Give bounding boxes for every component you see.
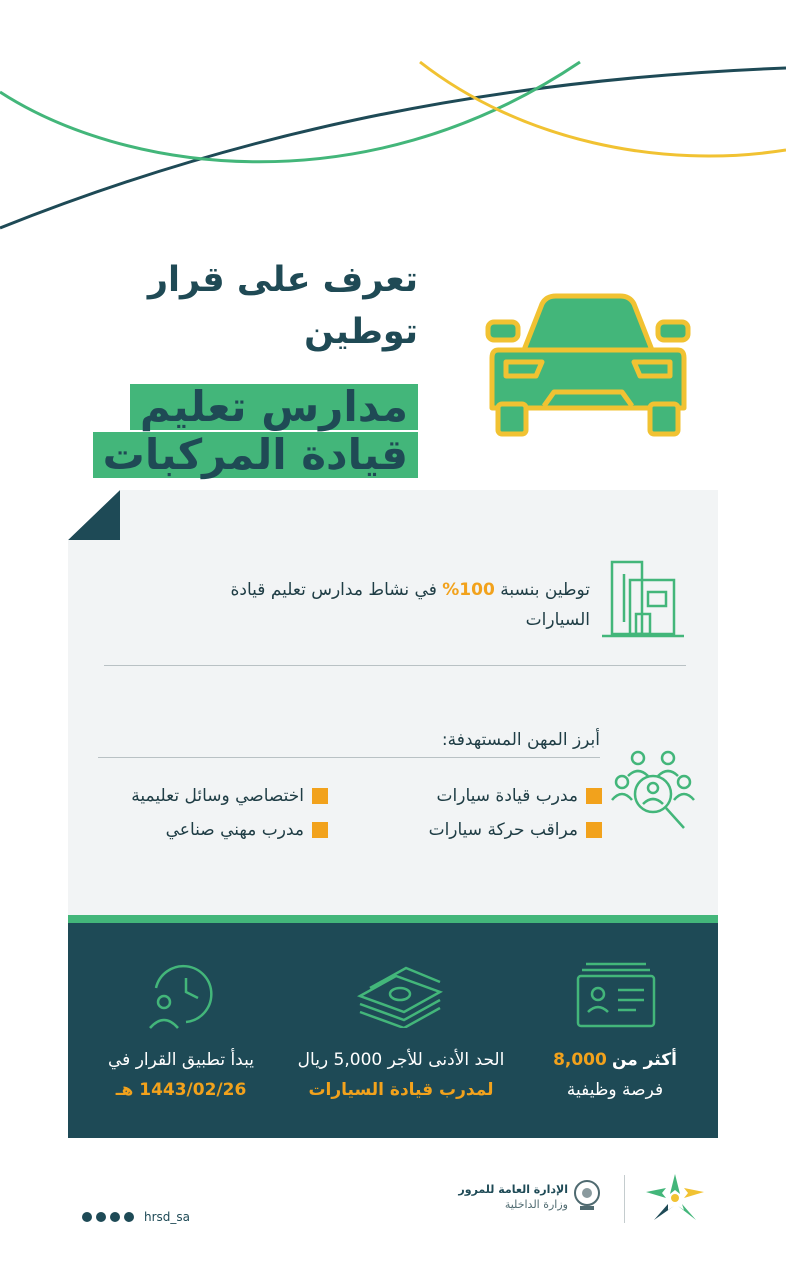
stat-3-line-1: يبدأ تطبيق القرار في	[108, 1050, 254, 1070]
car-icon	[484, 292, 692, 442]
title-highlight-2: قيادة المركبات	[93, 432, 418, 478]
stat-1-value: 8,000	[553, 1050, 607, 1070]
title-line-1: تعرف على قرار	[147, 260, 418, 300]
localization-line-2: السيارات	[525, 610, 590, 630]
localization-suffix: في نشاط مدارس تعليم قيادة	[230, 580, 437, 600]
profession-label: مراقب حركة سيارات	[428, 820, 578, 840]
localization-percent: 100%	[442, 580, 495, 600]
stat-3-line-2: 1443/02/26 هـ	[115, 1080, 247, 1100]
youtube-icon[interactable]	[110, 1212, 120, 1222]
profession-item-2	[429, 820, 602, 840]
stat-2-line-2: لمدرب قيادة السيارات	[308, 1080, 494, 1100]
profession-label: مدرب قيادة سيارات	[436, 786, 578, 806]
divider-2	[98, 757, 600, 758]
profession-label: مدرب مهني صناعي	[165, 820, 304, 840]
title-line-2: توطين	[304, 312, 418, 352]
content-panel	[68, 490, 718, 920]
twitter-icon[interactable]	[124, 1212, 134, 1222]
clock-person-icon	[146, 958, 218, 1030]
localization-line-1	[231, 580, 591, 600]
divider-1	[104, 665, 686, 666]
profession-item-1	[437, 786, 602, 806]
bullet-square	[312, 788, 328, 804]
stat-1-line-1	[520, 1050, 710, 1070]
id-card-icon	[576, 960, 656, 1030]
localization-prefix: توطين بنسبة	[500, 580, 590, 600]
social-icons	[82, 1210, 190, 1224]
people-search-icon	[610, 748, 696, 834]
green-strip	[68, 915, 718, 923]
stat-2-line-1: الحد الأدنى للأجر 5,000 ريال	[297, 1050, 505, 1070]
title-highlight-1: مدارس تعليم	[130, 384, 418, 430]
facebook-icon[interactable]	[82, 1212, 92, 1222]
instagram-icon[interactable]	[96, 1212, 106, 1222]
money-stack-icon	[356, 962, 444, 1028]
hrsd-logo-icon	[644, 1172, 706, 1226]
stats-band	[68, 923, 718, 1138]
professions-heading: أبرز المهن المستهدفة:	[441, 730, 600, 750]
building-icon	[600, 556, 686, 642]
traffic-dept-name: الإدارة العامة للمرور	[458, 1183, 568, 1196]
bullet-square	[586, 822, 602, 838]
profession-item-4	[166, 820, 328, 840]
traffic-emblem-icon	[572, 1178, 602, 1212]
bullet-square	[586, 788, 602, 804]
social-handle: hrsd_sa	[144, 1210, 191, 1224]
footer-divider	[624, 1175, 625, 1223]
ministry-name: وزارة الداخلية	[504, 1198, 568, 1211]
profession-label: اختصاصي وسائل تعليمية	[131, 786, 304, 806]
panel-corner-triangle	[68, 490, 120, 540]
stat-1-prefix: أكثر من	[611, 1050, 677, 1070]
bullet-square	[312, 822, 328, 838]
stat-1-line-2: فرصة وظيفية	[566, 1080, 664, 1100]
decorative-lines	[0, 0, 786, 240]
profession-item-3	[131, 786, 328, 806]
